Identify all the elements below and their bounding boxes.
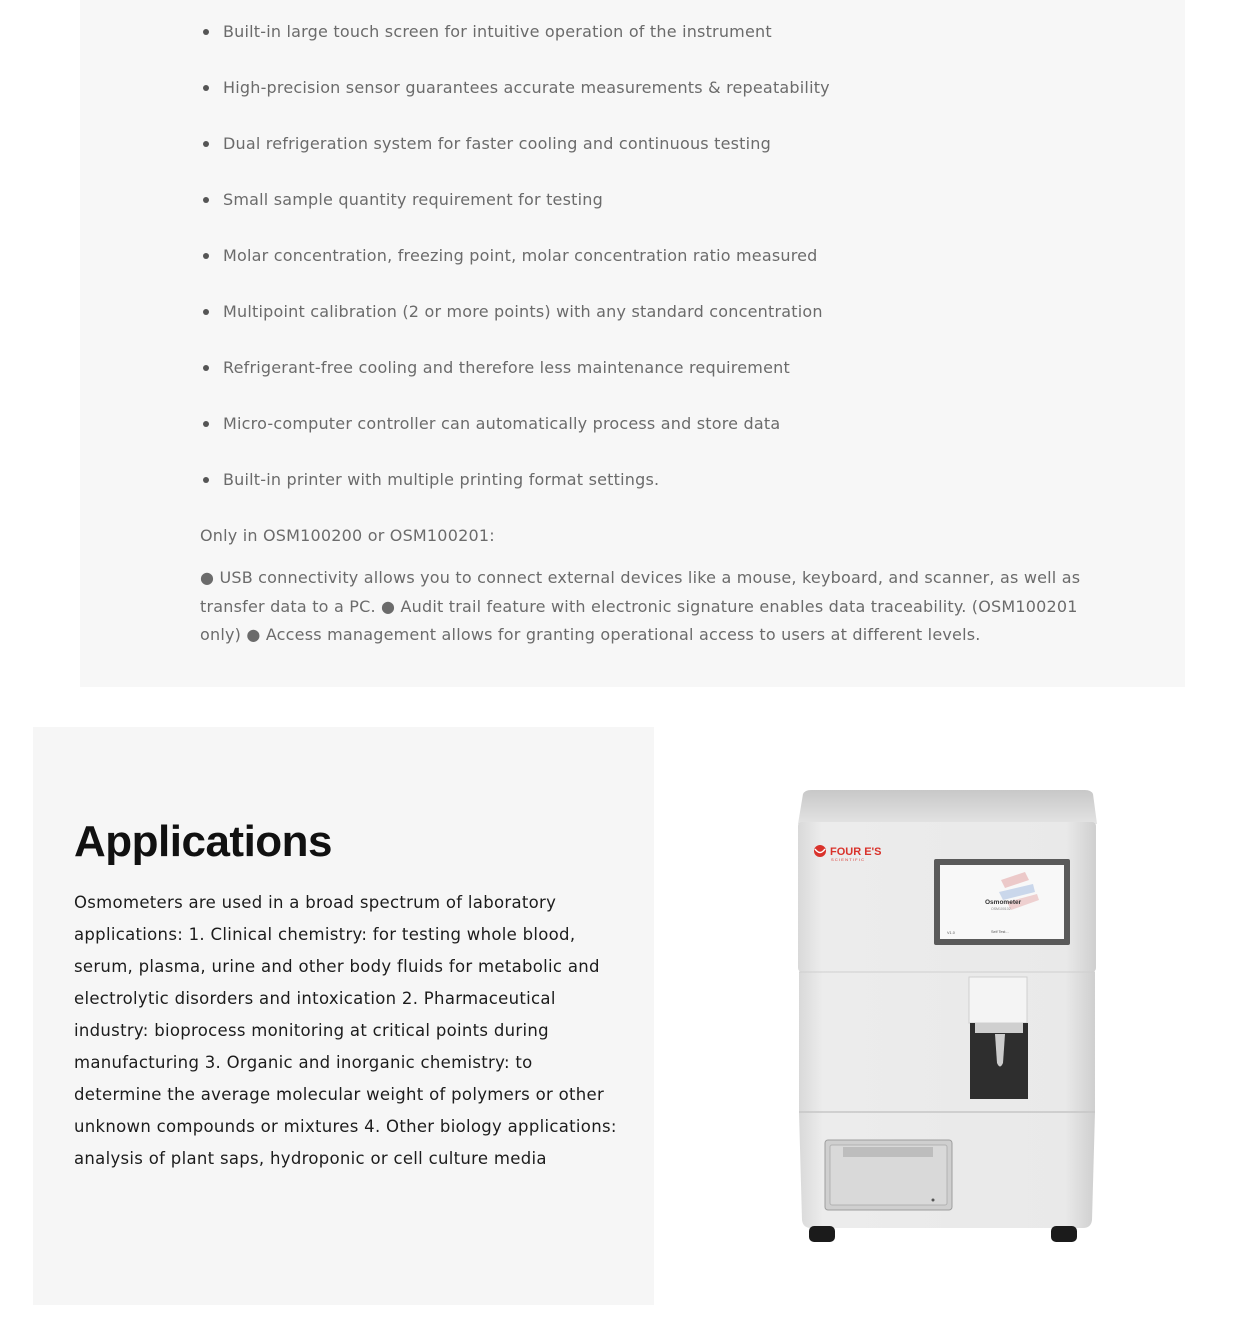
bullet-icon bbox=[203, 85, 209, 91]
list-item bbox=[200, 132, 1160, 188]
feature-text: Micro-computer controller can automatically process and store data bbox=[223, 414, 781, 433]
applications-panel bbox=[33, 727, 654, 1305]
feature-text: Multipoint calibration (2 or more points) with any standard concentration bbox=[223, 302, 823, 321]
bullet-icon bbox=[203, 141, 209, 147]
screen-model: OSM100102 bbox=[991, 907, 1011, 911]
list-item bbox=[200, 20, 1160, 76]
screen-version: V1.0 bbox=[947, 931, 955, 935]
list-item bbox=[200, 468, 1160, 524]
bullet-icon bbox=[203, 197, 209, 203]
feature-text: Dual refrigeration system for faster cooling and continuous testing bbox=[223, 134, 771, 153]
screen-status: Self Test... bbox=[991, 930, 1009, 934]
device-foot bbox=[1051, 1226, 1077, 1242]
list-item bbox=[200, 356, 1160, 412]
device-middle-body bbox=[799, 972, 1095, 1112]
feature-text: High-precision sensor guarantees accurate measurements & repeatability bbox=[223, 78, 830, 97]
models-note: Only in OSM100200 or OSM100201: bbox=[200, 526, 495, 545]
applications-text: Osmometers are used in a broad spectrum of laboratory applications: 1. Clinical chemistry: for testing whole blood, serum, plasma, urine and other body fluids for metabolic and electrolytic disorders and intoxication 2. Pharmaceutical industry: bioprocess monitoring at critical points during manufacturing 3. Organic and inorganic chemistry: to determine the average molecular weight of polymers or other unknown compounds or mixtures 4. Other biology applications: analysis of plant saps, hydroponic or cell culture media bbox=[74, 893, 617, 1168]
list-item bbox=[200, 300, 1160, 356]
screen-title: Osmometer bbox=[985, 899, 1022, 906]
osmometer-product-image bbox=[795, 788, 1100, 1248]
list-item bbox=[200, 188, 1160, 244]
brand-subtitle: SCIENTIFIC bbox=[831, 857, 866, 862]
usb-features-paragraph: ● USB connectivity allows you to connect external devices like a mouse, keyboard, and scanner, as well as transfer data to a PC. ● Audit trail feature with electronic signature enables data traceability. (OSM100201 only) ● Access management allows for granting operational access to users at different levels. bbox=[200, 568, 1081, 645]
feature-text: Built-in large touch screen for intuitive operation of the instrument bbox=[223, 22, 772, 41]
device-foot bbox=[809, 1226, 835, 1242]
sample-arm bbox=[969, 977, 1027, 1023]
bullet-icon bbox=[203, 29, 209, 35]
applications-heading: Applications bbox=[74, 817, 333, 866]
list-item bbox=[200, 76, 1160, 132]
bullet-icon bbox=[203, 253, 209, 259]
bullet-icon bbox=[203, 365, 209, 371]
bullet-icon bbox=[203, 309, 209, 315]
feature-text: Molar concentration, freezing point, molar concentration ratio measured bbox=[223, 246, 818, 265]
feature-text: Built-in printer with multiple printing format settings. bbox=[223, 470, 660, 489]
bullet-icon bbox=[203, 421, 209, 427]
features-panel bbox=[80, 0, 1185, 687]
brand-name: FOUR E'S bbox=[830, 846, 882, 858]
list-item bbox=[200, 412, 1160, 468]
device-lid bbox=[798, 790, 1097, 824]
bullet-icon bbox=[203, 477, 209, 483]
feature-list bbox=[200, 20, 1160, 524]
feature-text: Small sample quantity requirement for testing bbox=[223, 190, 603, 209]
feature-text: Refrigerant-free cooling and therefore less maintenance requirement bbox=[223, 358, 790, 377]
list-item bbox=[200, 244, 1160, 300]
